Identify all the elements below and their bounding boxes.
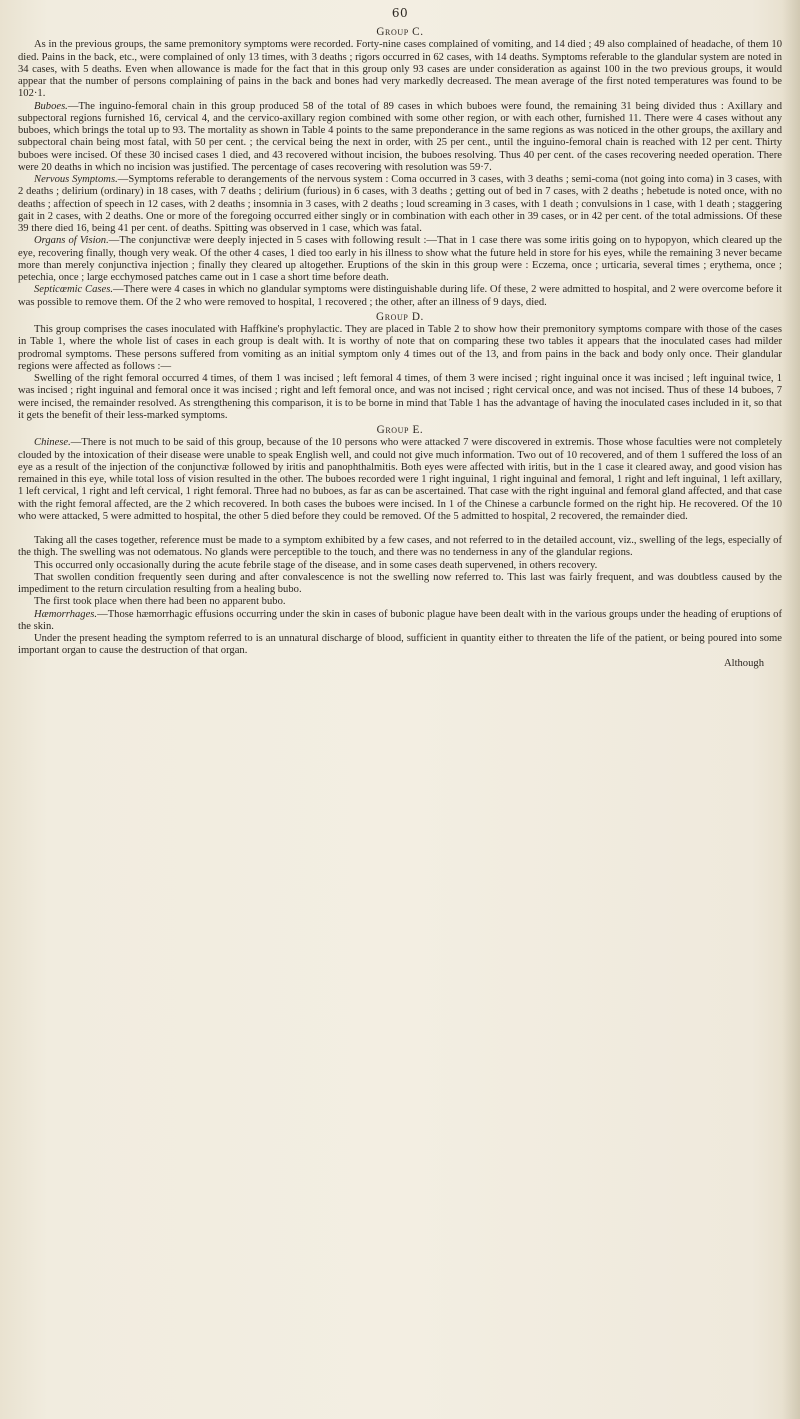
paragraph-lead: Nervous Symptoms. xyxy=(34,174,118,185)
paragraph xyxy=(18,560,782,572)
page-number: 60 xyxy=(391,6,409,20)
paragraph xyxy=(18,101,782,175)
section-heading: Group C. xyxy=(376,26,424,38)
paragraph xyxy=(18,174,782,235)
paragraph xyxy=(18,324,782,373)
paragraph xyxy=(18,633,782,658)
paragraph-lead: Hæmorrhages. xyxy=(34,608,98,620)
paragraph-text: Swelling of the right femoral occurred 4 times, of them 1 was incised ; left femoral 4 times, of them 3 were incised ; right inguinal once it was incised ; left inguinal twice, 1 was incised ; right inguinal and femoral once it was incised ; right and left femoral once, and was not incised ; right cervical once, and was not incised. Thus of these 14 buboes, 7 were incised, the remainder resolved. As strengthening this comparison, it is to be borne in mind that Table 1 has the advantage of having the inoculated cases included in it, so that it gets the benefit of their less-marked symptoms. xyxy=(18,373,782,421)
section-heading: Group D. xyxy=(376,310,424,323)
paragraph-lead: Chinese. xyxy=(34,437,71,449)
paragraph xyxy=(18,284,782,309)
paragraph-text: —There is not much to be said of this group, because of the 10 persons who were attacked 7 were discovered in extremis. Those whose faculties were not completely clouded by the intoxication of their disease were unable to speak English well, and could not give much information. Two out of 10 recovered, and of them 1 suffered the loss of an eye as a result of the injection of the conjunctivæ followed by iritis and panophthalmitis. Both eyes were affected with iritis, but in the 1 case it cleared away, and good vision has remained in this eye, while total loss of vision resulted in the other. The buboes recorded were 1 right inguinal, 1 right inguinal and femoral, 1 right and left inguinal, 1 left axillary, 1 left cervical, 1 right and left cervical, 1 right femoral. Three had no buboes, as far as can be ascertained. That case with the right inguinal and femoral gland affected, and that case with the right femoral affected, are the 2 which recovered. In both cases the buboes were incised. In 1 of the Chinese a carbuncle formed on the right hip. He recovered. Of the 10 who were attacked, 5 were admitted to hospital, the other 5 died before they could be removed. Of the 5 admitted to hospital, 2 recovered, the remainder died. xyxy=(18,437,782,522)
paragraph-text: —The conjunctivæ were deeply injected in 5 cases with following result :—That in 1 case there was some iritis going on to hypopyon, which cleared up the eye, recovering finally, though very weak. Of the other 4 cases, 1 died too early in his illness to show what the future held in store for his eyes, while the remaining 3 never became more than merely conjunctiva injection ; finally they cleared up altogether. Eruptions of the skin in this group were : Eczema, once ; urticaria, several times ; erythema, once ; petechia, once ; large ecchymosed patches came out in 1 case a short time before death. xyxy=(18,235,782,283)
paragraph-text: This group comprises the cases inoculated with Haffkine's prophylactic. They are placed in Table 2 to show how their premonitory symptoms compare with those of the cases in Table 1, where the whole list of cases in each group is dealt with. It is worthy of note that on comparing these two tables it appears that the inoculated cases had milder prodromal symptoms. These persons suffered from vomiting as an initial symptom only 4 times out of the 13, and from pains in the back and body only once. Their glandular regions were affected as follows :— xyxy=(18,324,782,372)
paragraph xyxy=(18,596,782,608)
paragraph-text: —There were 4 cases in which no glandular symptoms were distinguishable during life. Of these, 2 were admitted to hospital, and 2 were overcome before it was possible to remove them. Of the 2 who were removed to hospital, 1 recovered ; the other, after an illness of 9 days, died. xyxy=(18,284,783,308)
section-heading: Group E. xyxy=(376,424,424,436)
paragraph-text: As in the previous groups, the same premonitory symptoms were recorded. Forty-nine cases complained of vomiting, and 14 died ; 49 also complained of headache, of them 10 died. Pains in the back, etc., were complained of only 13 times, with 3 deaths ; rigors occurred in 62 cases, with 14 deaths. Symptoms referable to the glandular system are noted in 34 cases, with 5 deaths. Even when allowance is made for the fact that in this group only 93 cases are under consideration as against 100 in the two previous groups, it would appear that the number of persons complaining of pains in the back and bones had very markedly decreased. The mean average of the first noted temperatures was found to be 102·1. xyxy=(18,39,782,100)
section-group-d xyxy=(18,311,782,422)
page-edge-shadow xyxy=(782,0,800,1419)
paragraph-text: Taking all the cases together, reference must be made to a symptom exhibited by a few cases, and not referred to in the detailed account, viz., swelling of the legs, especially of the thigh. The swelling was not odematous. No glands were perceptible to the touch, and there was no tenderness in any of the glandular regions. xyxy=(18,535,782,559)
paragraph-text: The first took place when there had been no apparent bubo. xyxy=(34,596,286,608)
paragraph-text: —Symptoms referable to derangements of the nervous system : Coma occurred in 3 cases, with 3 deaths ; semi-coma (not going into coma) in 3 cases, with 2 deaths ; delirium (ordinary) in 18 cases, with 7 deaths ; delirium (furious) in 6 cases, with 3 deaths ; getting out of bed in 7 cases, with 2 deaths ; hebetude is noted once, with no deaths ; affection of speech in 12 cases, with 2 deaths ; insomnia in 3 cases, with 2 deaths ; loud screaming in 3 cases, with 1 death ; convulsions in 1 case, with 1 death ; staggering gait in 2 cases, with 2 deaths. One or more of the foregoing occurred either singly or in combination with each other in 39 cases, or in 42 per cent. of the total admissions. Of these 39 there died 16, being 41 per cent. of deaths. Spitting was observed in 1 case, which was fatal. xyxy=(18,174,782,234)
section-gap xyxy=(18,523,782,535)
paragraph-text: —The inguino-femoral chain in this group produced 58 of the total of 89 cases in which buboes were found, the remaining 31 being divided thus : Axillary and subpectoral regions furnished 16, cervical 4, and the cervico-axillary region combined with some other region, or with each other, furnished 11. There were 4 cases without any buboes, which brings the total up to 93. The mortality as shown in Table 4 points to the same preponderance in the same regions as was noticed in the other groups, the axillary and subpectoral chain being most fatal, with 50 per cent. ; the cervical being the next in order, with 25 per cent., until the inguino-femoral chain is reached with 12 per cent. Thirty buboes were incised. Of these 30 incised cases 1 died, and 43 recovered without incision, the buboes resolving. Thus 40 per cent. of the cases recovering needed operation. There were 20 deaths in which no incision was justified. The percentage of cases recovering with resolution was 59·7. xyxy=(18,100,782,173)
paragraph xyxy=(18,39,782,100)
paragraph xyxy=(18,235,782,284)
section-group-e xyxy=(18,424,782,523)
paragraph-lead: Buboes. xyxy=(34,100,68,112)
section-group-c xyxy=(18,26,782,309)
paragraph xyxy=(18,373,782,422)
paragraph xyxy=(18,609,782,634)
section-general-remarks xyxy=(18,535,782,670)
paragraph-text: Under the present heading the symptom referred to is an unnatural discharge of blood, sufficient in quantity either to threaten the life of the patient, or being poured into some important organ to cause the destruction of that organ. xyxy=(18,633,782,657)
page-body xyxy=(18,24,782,670)
paragraph-text: —Those hæmorrhagic effusions occurring under the skin in cases of bubonic plague have been dealt with in the various groups under the heading of eruptions of the skin. xyxy=(18,608,782,632)
paragraph-text: This occurred only occasionally during the acute febrile stage of the disease, and in some cases death supervened, in others recovery. xyxy=(34,559,598,571)
paragraph xyxy=(18,535,782,560)
paragraph-text: That swollen condition frequently seen during and after convalescence is not the swelling now referred to. This last was fairly frequent, and was doubtless caused by the impediment to the return circulation resulting from a healing bubo. xyxy=(18,571,782,595)
paragraph-lead: Organs of Vision. xyxy=(34,235,109,247)
paragraph xyxy=(18,437,782,523)
catchword: Although xyxy=(723,657,764,669)
paragraph xyxy=(18,572,782,597)
paragraph-lead: Septicœmic Cases. xyxy=(34,284,113,296)
